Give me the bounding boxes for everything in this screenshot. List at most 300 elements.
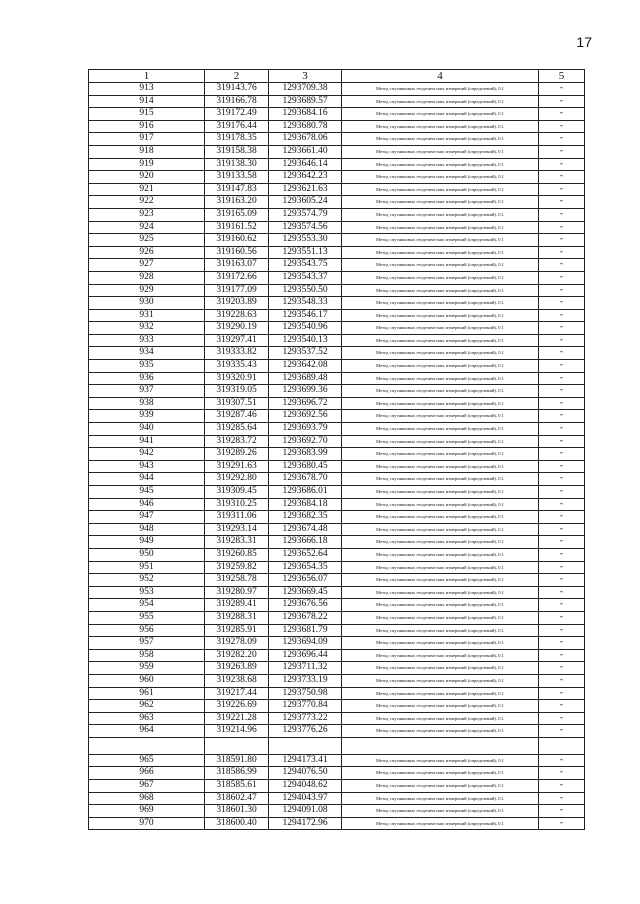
y-coordinate-cell: 1293548.33 (269, 297, 342, 310)
y-coordinate-cell: 1293696.72 (269, 397, 342, 410)
table-row (89, 473, 585, 486)
y-coordinate-cell: 1293540.96 (269, 322, 342, 335)
accuracy-cell: - (539, 158, 585, 171)
accuracy-cell: - (539, 780, 585, 793)
table-row (89, 662, 585, 675)
x-coordinate-cell: 319278.09 (205, 637, 269, 650)
x-coordinate-cell: 319333.82 (205, 347, 269, 360)
table-row (89, 158, 585, 171)
method-cell: Метод спутниковых геодезических измерений (определений), 0.1 (342, 334, 539, 347)
y-coordinate-cell: 1293654.35 (269, 561, 342, 574)
x-coordinate-cell: 319293.14 (205, 523, 269, 536)
table-row (89, 171, 585, 184)
accuracy-cell: - (539, 297, 585, 310)
point-number-cell: 967 (89, 780, 205, 793)
method-cell: Метод спутниковых геодезических измерений (определений), 0.1 (342, 674, 539, 687)
method-cell: Метод спутниковых геодезических измерений (определений), 0.1 (342, 687, 539, 700)
table-row (89, 754, 585, 767)
table-row (89, 435, 585, 448)
accuracy-cell: - (539, 246, 585, 259)
x-coordinate-cell: 319160.62 (205, 234, 269, 247)
x-coordinate-cell: 319166.78 (205, 95, 269, 108)
x-coordinate-cell: 318601.30 (205, 805, 269, 818)
method-cell: Метод спутниковых геодезических измерений (определений), 0.1 (342, 536, 539, 549)
method-cell: Метод спутниковых геодезических измерений (определений), 0.1 (342, 817, 539, 830)
method-cell: Метод спутниковых геодезических измерений (определений), 0.1 (342, 498, 539, 511)
point-number-cell: 951 (89, 561, 205, 574)
table-row (89, 511, 585, 524)
point-number-cell: 921 (89, 183, 205, 196)
method-cell: Метод спутниковых геодезических измерений (определений), 0.1 (342, 448, 539, 461)
point-number-cell: 960 (89, 674, 205, 687)
x-coordinate-cell: 319238.68 (205, 674, 269, 687)
accuracy-cell: - (539, 498, 585, 511)
table-row (89, 805, 585, 818)
point-number-cell: 928 (89, 271, 205, 284)
point-number-cell: 964 (89, 725, 205, 738)
point-number-cell: 961 (89, 687, 205, 700)
x-coordinate-cell: 319177.09 (205, 284, 269, 297)
method-cell: Метод спутниковых геодезических измерений (определений), 0.1 (342, 523, 539, 536)
x-coordinate-cell: 319287.46 (205, 410, 269, 423)
y-coordinate-cell: 1293678.70 (269, 473, 342, 486)
table-row (89, 649, 585, 662)
y-coordinate-cell: 1293676.56 (269, 599, 342, 612)
y-coordinate-cell: 1293680.78 (269, 120, 342, 133)
method-cell: Метод спутниковых геодезических измерений (определений), 0.1 (342, 805, 539, 818)
empty-cell (205, 737, 269, 754)
accuracy-cell: - (539, 183, 585, 196)
method-cell: Метод спутниковых геодезических измерений (определений), 0.1 (342, 171, 539, 184)
accuracy-cell: - (539, 208, 585, 221)
method-cell: Метод спутниковых геодезических измерений (определений), 0.1 (342, 767, 539, 780)
table-row (89, 780, 585, 793)
accuracy-cell: - (539, 334, 585, 347)
accuracy-cell: - (539, 196, 585, 209)
y-coordinate-cell: 1293646.14 (269, 158, 342, 171)
accuracy-cell: - (539, 754, 585, 767)
method-cell: Метод спутниковых геодезических измерений (определений), 0.1 (342, 574, 539, 587)
accuracy-cell: - (539, 448, 585, 461)
table-row (89, 360, 585, 373)
y-coordinate-cell: 1293642.23 (269, 171, 342, 184)
accuracy-cell: - (539, 410, 585, 423)
y-coordinate-cell: 1294043.97 (269, 792, 342, 805)
method-cell: Метод спутниковых геодезических измерений (определений), 0.1 (342, 360, 539, 373)
point-number-cell: 962 (89, 700, 205, 713)
table-row (89, 423, 585, 436)
point-number-cell: 940 (89, 423, 205, 436)
y-coordinate-cell: 1293684.18 (269, 498, 342, 511)
method-cell: Метод спутниковых геодезических измерений (определений), 0.1 (342, 780, 539, 793)
accuracy-cell: - (539, 712, 585, 725)
point-number-cell: 934 (89, 347, 205, 360)
table-row (89, 83, 585, 96)
point-number-cell: 929 (89, 284, 205, 297)
point-number-cell: 930 (89, 297, 205, 310)
point-number-cell: 924 (89, 221, 205, 234)
y-coordinate-cell: 1293674.48 (269, 523, 342, 536)
point-number-cell: 941 (89, 435, 205, 448)
method-cell: Метод спутниковых геодезических измерений (определений), 0.1 (342, 145, 539, 158)
point-number-cell: 918 (89, 145, 205, 158)
method-cell: Метод спутниковых геодезических измерений (определений), 0.1 (342, 208, 539, 221)
point-number-cell: 966 (89, 767, 205, 780)
point-number-cell: 915 (89, 108, 205, 121)
method-cell: Метод спутниковых геодезических измерений (определений), 0.1 (342, 410, 539, 423)
table-row (89, 700, 585, 713)
method-cell: Метод спутниковых геодезических измерений (определений), 0.1 (342, 624, 539, 637)
method-cell: Метод спутниковых геодезических измерений (определений), 0.1 (342, 284, 539, 297)
method-cell: Метод спутниковых геодезических измерений (определений), 0.1 (342, 234, 539, 247)
accuracy-cell: - (539, 523, 585, 536)
accuracy-cell: - (539, 817, 585, 830)
accuracy-cell: - (539, 599, 585, 612)
x-coordinate-cell: 319335.43 (205, 360, 269, 373)
y-coordinate-cell: 1293621.63 (269, 183, 342, 196)
point-number-cell: 914 (89, 95, 205, 108)
accuracy-cell: - (539, 624, 585, 637)
method-cell: Метод спутниковых геодезических измерений (определений), 0.1 (342, 712, 539, 725)
table-row (89, 221, 585, 234)
y-coordinate-cell: 1293543.37 (269, 271, 342, 284)
table-row (89, 574, 585, 587)
accuracy-cell: - (539, 725, 585, 738)
accuracy-cell: - (539, 221, 585, 234)
point-number-cell: 925 (89, 234, 205, 247)
x-coordinate-cell: 319217.44 (205, 687, 269, 700)
method-cell: Метод спутниковых геодезических измерений (определений), 0.1 (342, 108, 539, 121)
accuracy-cell: - (539, 95, 585, 108)
point-number-cell: 948 (89, 523, 205, 536)
x-coordinate-cell: 319260.85 (205, 548, 269, 561)
method-cell: Метод спутниковых геодезических измерений (определений), 0.1 (342, 183, 539, 196)
method-cell: Метод спутниковых геодезических измерений (определений), 0.1 (342, 385, 539, 398)
point-number-cell: 935 (89, 360, 205, 373)
point-number-cell: 968 (89, 792, 205, 805)
point-number-cell: 959 (89, 662, 205, 675)
method-cell: Метод спутниковых геодезических измерений (определений), 0.1 (342, 120, 539, 133)
accuracy-cell: - (539, 259, 585, 272)
y-coordinate-cell: 1293642.08 (269, 360, 342, 373)
method-cell: Метод спутниковых геодезических измерений (определений), 0.1 (342, 322, 539, 335)
point-number-cell: 955 (89, 611, 205, 624)
table-row (89, 297, 585, 310)
table-row (89, 259, 585, 272)
accuracy-cell: - (539, 284, 585, 297)
x-coordinate-cell: 319307.51 (205, 397, 269, 410)
table-row (89, 460, 585, 473)
method-cell: Метод спутниковых геодезических измерений (определений), 0.1 (342, 486, 539, 499)
x-coordinate-cell: 319320.91 (205, 372, 269, 385)
table-row (89, 817, 585, 830)
accuracy-cell: - (539, 171, 585, 184)
x-coordinate-cell: 319283.31 (205, 536, 269, 549)
y-coordinate-cell: 1293689.57 (269, 95, 342, 108)
method-cell: Метод спутниковых геодезических измерений (определений), 0.1 (342, 347, 539, 360)
method-cell: Метод спутниковых геодезических измерений (определений), 0.1 (342, 511, 539, 524)
x-coordinate-cell: 319283.72 (205, 435, 269, 448)
method-cell: Метод спутниковых геодезических измерений (определений), 0.1 (342, 754, 539, 767)
y-coordinate-cell: 1293770.84 (269, 700, 342, 713)
point-number-cell: 954 (89, 599, 205, 612)
y-coordinate-cell: 1293553.30 (269, 234, 342, 247)
point-number-cell: 932 (89, 322, 205, 335)
table-row (89, 599, 585, 612)
table-row (89, 133, 585, 146)
y-coordinate-cell: 1293605.24 (269, 196, 342, 209)
x-coordinate-cell: 319172.49 (205, 108, 269, 121)
y-coordinate-cell: 1294048.62 (269, 780, 342, 793)
y-coordinate-cell: 1293776.26 (269, 725, 342, 738)
method-cell: Метод спутниковых геодезических измерений (определений), 0.1 (342, 460, 539, 473)
y-coordinate-cell: 1293773.22 (269, 712, 342, 725)
y-coordinate-cell: 1293574.79 (269, 208, 342, 221)
coordinates-table (88, 69, 585, 830)
x-coordinate-cell: 319289.41 (205, 599, 269, 612)
x-coordinate-cell: 319285.64 (205, 423, 269, 436)
table-row (89, 792, 585, 805)
x-coordinate-cell: 319160.56 (205, 246, 269, 259)
y-coordinate-cell: 1293546.17 (269, 309, 342, 322)
x-coordinate-cell: 318602.47 (205, 792, 269, 805)
point-number-cell: 969 (89, 805, 205, 818)
accuracy-cell: - (539, 234, 585, 247)
y-coordinate-cell: 1293689.48 (269, 372, 342, 385)
y-coordinate-cell: 1293709.38 (269, 83, 342, 96)
x-coordinate-cell: 318591.80 (205, 754, 269, 767)
accuracy-cell: - (539, 637, 585, 650)
point-number-cell: 931 (89, 309, 205, 322)
method-cell: Метод спутниковых геодезических измерений (определений), 0.1 (342, 133, 539, 146)
table-row (89, 397, 585, 410)
table-row (89, 208, 585, 221)
x-coordinate-cell: 318585.61 (205, 780, 269, 793)
table-row (89, 486, 585, 499)
accuracy-cell: - (539, 561, 585, 574)
accuracy-cell: - (539, 548, 585, 561)
y-coordinate-cell: 1293692.70 (269, 435, 342, 448)
method-cell: Метод спутниковых геодезических измерений (определений), 0.1 (342, 637, 539, 650)
column-header: 4 (342, 70, 539, 83)
y-coordinate-cell: 1293682.35 (269, 511, 342, 524)
method-cell: Метод спутниковых геодезических измерений (определений), 0.1 (342, 725, 539, 738)
accuracy-cell: - (539, 385, 585, 398)
x-coordinate-cell: 319178.35 (205, 133, 269, 146)
table-row (89, 725, 585, 738)
y-coordinate-cell: 1293733.19 (269, 674, 342, 687)
point-number-cell: 939 (89, 410, 205, 423)
table-row (89, 271, 585, 284)
point-number-cell: 936 (89, 372, 205, 385)
method-cell: Метод спутниковых геодезических измерений (определений), 0.1 (342, 649, 539, 662)
point-number-cell: 922 (89, 196, 205, 209)
x-coordinate-cell: 319319.05 (205, 385, 269, 398)
y-coordinate-cell: 1293666.18 (269, 536, 342, 549)
table-row (89, 767, 585, 780)
y-coordinate-cell: 1293680.45 (269, 460, 342, 473)
table-row (89, 586, 585, 599)
accuracy-cell: - (539, 322, 585, 335)
accuracy-cell: - (539, 460, 585, 473)
x-coordinate-cell: 319163.20 (205, 196, 269, 209)
point-number-cell: 938 (89, 397, 205, 410)
y-coordinate-cell: 1294173.41 (269, 754, 342, 767)
table-row (89, 561, 585, 574)
table-row (89, 145, 585, 158)
y-coordinate-cell: 1293574.56 (269, 221, 342, 234)
y-coordinate-cell: 1293699.36 (269, 385, 342, 398)
accuracy-cell: - (539, 83, 585, 96)
method-cell: Метод спутниковых геодезических измерений (определений), 0.1 (342, 611, 539, 624)
method-cell: Метод спутниковых геодезических измерений (определений), 0.1 (342, 158, 539, 171)
y-coordinate-cell: 1293543.75 (269, 259, 342, 272)
point-number-cell: 917 (89, 133, 205, 146)
table-row (89, 448, 585, 461)
method-cell: Метод спутниковых геодезических измерений (определений), 0.1 (342, 662, 539, 675)
point-number-cell: 944 (89, 473, 205, 486)
method-cell: Метод спутниковых геодезических измерений (определений), 0.1 (342, 95, 539, 108)
x-coordinate-cell: 319163.07 (205, 259, 269, 272)
table-header-row (89, 70, 585, 83)
y-coordinate-cell: 1293686.01 (269, 486, 342, 499)
table-row (89, 687, 585, 700)
y-coordinate-cell: 1293693.79 (269, 423, 342, 436)
x-coordinate-cell: 319291.63 (205, 460, 269, 473)
x-coordinate-cell: 319282.20 (205, 649, 269, 662)
y-coordinate-cell: 1294172.96 (269, 817, 342, 830)
method-cell: Метод спутниковых геодезических измерений (определений), 0.1 (342, 548, 539, 561)
x-coordinate-cell: 319310.25 (205, 498, 269, 511)
column-header: 1 (89, 70, 205, 83)
point-number-cell: 916 (89, 120, 205, 133)
point-number-cell: 946 (89, 498, 205, 511)
empty-cell (269, 737, 342, 754)
table-row (89, 183, 585, 196)
method-cell: Метод спутниковых геодезических измерений (определений), 0.1 (342, 700, 539, 713)
accuracy-cell: - (539, 662, 585, 675)
method-cell: Метод спутниковых геодезических измерений (определений), 0.1 (342, 221, 539, 234)
table-row (89, 385, 585, 398)
y-coordinate-cell: 1294091.08 (269, 805, 342, 818)
x-coordinate-cell: 318600.40 (205, 817, 269, 830)
point-number-cell: 970 (89, 817, 205, 830)
column-header: 2 (205, 70, 269, 83)
table-row (89, 372, 585, 385)
method-cell: Метод спутниковых геодезических измерений (определений), 0.1 (342, 297, 539, 310)
x-coordinate-cell: 319297.41 (205, 334, 269, 347)
table-row (89, 498, 585, 511)
accuracy-cell: - (539, 586, 585, 599)
x-coordinate-cell: 319172.66 (205, 271, 269, 284)
table-row (89, 334, 585, 347)
accuracy-cell: - (539, 687, 585, 700)
accuracy-cell: - (539, 347, 585, 360)
accuracy-cell: - (539, 271, 585, 284)
method-cell: Метод спутниковых геодезических измерений (определений), 0.1 (342, 196, 539, 209)
table-row (89, 284, 585, 297)
y-coordinate-cell: 1293692.56 (269, 410, 342, 423)
accuracy-cell: - (539, 120, 585, 133)
section-separator-row (89, 737, 585, 754)
y-coordinate-cell: 1293696.44 (269, 649, 342, 662)
x-coordinate-cell: 319143.76 (205, 83, 269, 96)
accuracy-cell: - (539, 805, 585, 818)
column-header: 5 (539, 70, 585, 83)
method-cell: Метод спутниковых геодезических измерений (определений), 0.1 (342, 397, 539, 410)
method-cell: Метод спутниковых геодезических измерений (определений), 0.1 (342, 83, 539, 96)
point-number-cell: 920 (89, 171, 205, 184)
point-number-cell: 956 (89, 624, 205, 637)
point-number-cell: 963 (89, 712, 205, 725)
y-coordinate-cell: 1293711.32 (269, 662, 342, 675)
method-cell: Метод спутниковых геодезических измерений (определений), 0.1 (342, 259, 539, 272)
x-coordinate-cell: 319290.19 (205, 322, 269, 335)
y-coordinate-cell: 1293678.06 (269, 133, 342, 146)
accuracy-cell: - (539, 574, 585, 587)
x-coordinate-cell: 319214.96 (205, 725, 269, 738)
table-row (89, 347, 585, 360)
point-number-cell: 950 (89, 548, 205, 561)
accuracy-cell: - (539, 145, 585, 158)
y-coordinate-cell: 1293750.98 (269, 687, 342, 700)
x-coordinate-cell: 319228.63 (205, 309, 269, 322)
table-row (89, 536, 585, 549)
point-number-cell: 949 (89, 536, 205, 549)
table-row (89, 322, 585, 335)
accuracy-cell: - (539, 486, 585, 499)
accuracy-cell: - (539, 133, 585, 146)
method-cell: Метод спутниковых геодезических измерений (определений), 0.1 (342, 246, 539, 259)
method-cell: Метод спутниковых геодезических измерений (определений), 0.1 (342, 435, 539, 448)
point-number-cell: 933 (89, 334, 205, 347)
accuracy-cell: - (539, 511, 585, 524)
accuracy-cell: - (539, 309, 585, 322)
table-row (89, 611, 585, 624)
point-number-cell: 913 (89, 83, 205, 96)
method-cell: Метод спутниковых геодезических измерений (определений), 0.1 (342, 271, 539, 284)
point-number-cell: 965 (89, 754, 205, 767)
point-number-cell: 919 (89, 158, 205, 171)
accuracy-cell: - (539, 674, 585, 687)
method-cell: Метод спутниковых геодезических измерений (определений), 0.1 (342, 372, 539, 385)
table-row (89, 712, 585, 725)
table-row (89, 624, 585, 637)
y-coordinate-cell: 1293537.52 (269, 347, 342, 360)
point-number-cell: 942 (89, 448, 205, 461)
table-row (89, 234, 585, 247)
table-row (89, 637, 585, 650)
x-coordinate-cell: 319138.30 (205, 158, 269, 171)
y-coordinate-cell: 1293656.07 (269, 574, 342, 587)
point-number-cell: 943 (89, 460, 205, 473)
y-coordinate-cell: 1293694.09 (269, 637, 342, 650)
point-number-cell: 937 (89, 385, 205, 398)
x-coordinate-cell: 319292.80 (205, 473, 269, 486)
table-row (89, 548, 585, 561)
x-coordinate-cell: 319158.38 (205, 145, 269, 158)
point-number-cell: 953 (89, 586, 205, 599)
empty-cell (89, 737, 205, 754)
accuracy-cell: - (539, 397, 585, 410)
method-cell: Метод спутниковых геодезических измерений (определений), 0.1 (342, 792, 539, 805)
accuracy-cell: - (539, 767, 585, 780)
method-cell: Метод спутниковых геодезических измерений (определений), 0.1 (342, 423, 539, 436)
x-coordinate-cell: 319226.69 (205, 700, 269, 713)
table-row (89, 120, 585, 133)
point-number-cell: 952 (89, 574, 205, 587)
method-cell: Метод спутниковых геодезических измерений (определений), 0.1 (342, 473, 539, 486)
